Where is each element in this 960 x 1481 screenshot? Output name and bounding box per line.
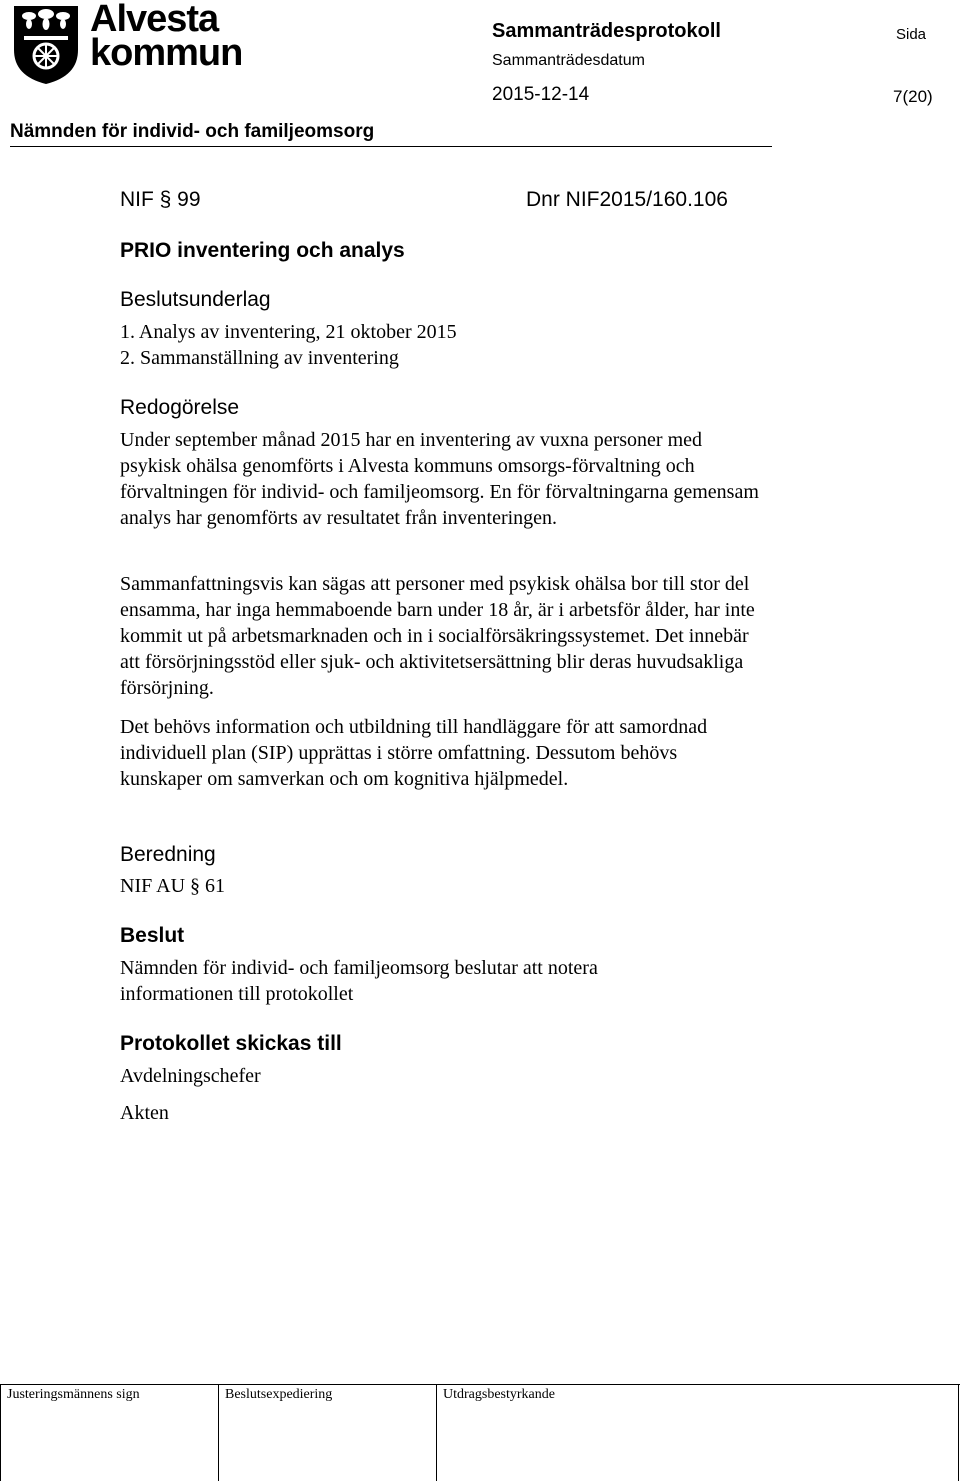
signature-box-utdrag (437, 1385, 959, 1481)
case-title: PRIO inventering och analys (120, 239, 405, 262)
section-heading-beredning: Beredning (120, 843, 216, 866)
page-number: 7(20) (893, 87, 933, 106)
meeting-date: 2015-12-14 (492, 84, 590, 105)
case-number: NIF § 99 (120, 188, 201, 211)
signature-box-justering (0, 1385, 219, 1481)
committee-name: Nämnden för individ- och familjeomsorg (10, 121, 375, 142)
municipality-logo-wordmark: Alvesta kommun (90, 0, 243, 74)
section-heading-beslutsunderlag: Beslutsunderlag (120, 288, 271, 311)
paragraph: Det behövs information och utbildning till handläggare för att samordnad individuell plan (SIP) upprättas i större omfattning. Dessutom behövs kunskaper om samverkan och om kognitiva hjälpmedel. (120, 716, 708, 790)
diary-number: Dnr NIF2015/160.106 (526, 188, 728, 211)
list-item: 2. Sammanställning av inventering (120, 347, 399, 369)
footer-label-justering: Justeringsmännens sign (7, 1387, 140, 1402)
beredning-reference: NIF AU § 61 (120, 875, 226, 897)
header-divider (10, 146, 772, 147)
page-label: Sida (896, 26, 927, 43)
paragraph: Under september månad 2015 har en inventering av vuxna personer med psykisk ohälsa genomförts i Alvesta kommuns omsorgs-förvaltning och förvaltningen för individ- och familjeomsorg. En för förvaltningarna gemensam analys har genomförts av resultatet från inventeringen. (120, 429, 759, 529)
footer-label-expediering: Beslutsexpediering (225, 1387, 333, 1402)
municipality-coat-of-arms-icon (12, 4, 80, 86)
list-item: 1. Analys av inventering, 21 oktober 2015 (120, 321, 457, 343)
decision-text-line: informationen till protokollet (120, 983, 354, 1005)
paragraph: Sammanfattningsvis kan sägas att personer med psykisk ohälsa bor till stor del ensamma, har inga hemmaboende barn under 18 år, är i arbetsför ålder, har inte kommit ut på arbetsmarknaden och in i socialförsäkringssystemet. Det innebär att försörjningsstöd eller sjuk- och aktivitetsersättning blir deras huvudsakliga försörjning. (120, 573, 755, 699)
section-heading-distribution: Protokollet skickas till (120, 1032, 342, 1055)
decision-text-line: Nämnden för individ- och familjeomsorg beslutar att notera (120, 957, 598, 979)
footer-label-utdrag: Utdragsbestyrkande (443, 1387, 555, 1402)
document-type: Sammanträdesprotokoll (492, 20, 721, 42)
recipient: Avdelningschefer (120, 1065, 261, 1087)
signature-box-expediering (219, 1385, 437, 1481)
signature-footer (0, 1384, 960, 1480)
section-heading-beslut: Beslut (120, 924, 185, 947)
meeting-date-label: Sammanträdesdatum (492, 52, 645, 69)
section-heading-redogorelse: Redogörelse (120, 396, 240, 419)
recipient: Akten (120, 1102, 169, 1124)
